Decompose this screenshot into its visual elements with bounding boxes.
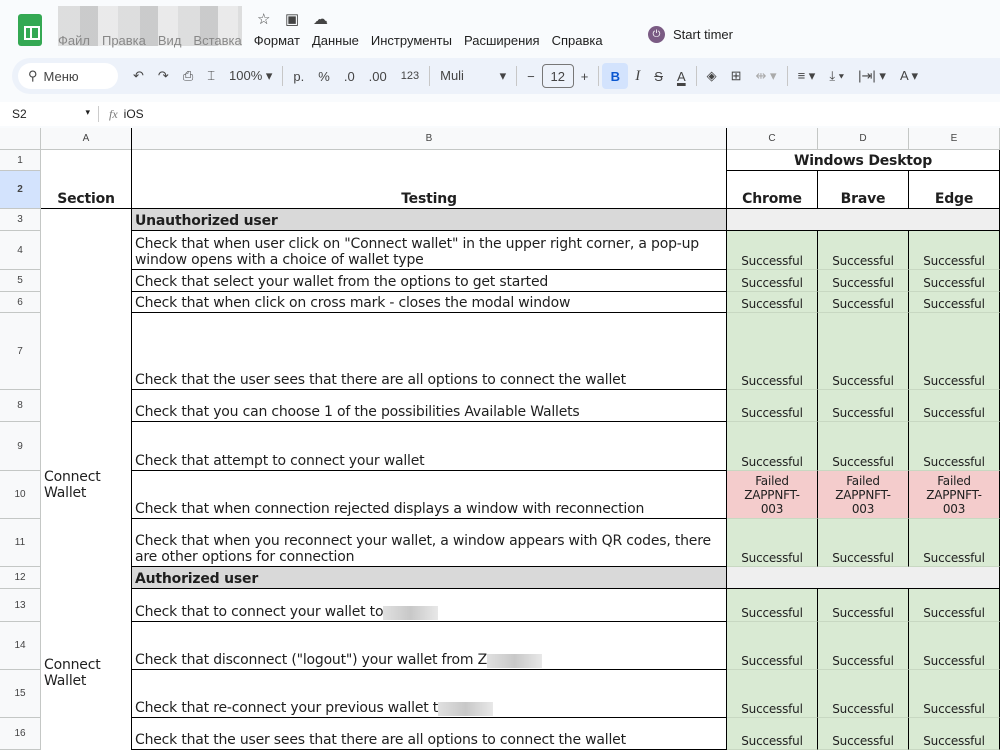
test-case-cell[interactable] [132, 390, 727, 422]
start-timer-button[interactable] [648, 26, 733, 43]
test-case-text: Check that select your wallet from the options to get started [135, 274, 549, 290]
row-header[interactable]: 16 [0, 718, 41, 750]
menu-search-label: Меню [43, 68, 79, 84]
result-cell[interactable]: Successful [818, 670, 909, 718]
row-header[interactable]: 8 [0, 390, 41, 422]
divider [282, 66, 283, 86]
test-case-text: Check that attempt to connect your wallet [135, 453, 425, 469]
sheets-logo[interactable] [18, 14, 42, 46]
menu-search[interactable] [18, 63, 118, 89]
result-cell[interactable]: Successful [727, 670, 818, 718]
row-header[interactable]: 7 [0, 313, 41, 390]
browser-header[interactable]: Brave [818, 171, 909, 209]
divider [516, 66, 517, 86]
row-header[interactable]: 2 [0, 171, 41, 209]
test-case-text: Check that the user sees that there are all options to connect the wallet [135, 372, 626, 388]
result-cell[interactable]: Successful [727, 231, 818, 270]
result-cell[interactable]: Successful [909, 270, 1000, 292]
formula-bar [0, 102, 1000, 126]
divider [429, 66, 430, 86]
menu-item[interactable]: Данные [311, 33, 359, 48]
result-cell[interactable]: Successful [727, 313, 818, 390]
testing-header[interactable]: Testing [132, 150, 727, 209]
result-cell[interactable]: Failed ZAPPNFT-003 [909, 471, 1000, 519]
test-case-text: Check that disconnect ("logout") your wallet from Z [135, 652, 487, 668]
test-case-cell[interactable] [132, 519, 727, 567]
merge-cells-icon[interactable]: ⇹ ▾ [755, 68, 777, 83]
currency-button[interactable]: р. [293, 68, 305, 84]
section-row[interactable]: Unauthorized user [132, 209, 727, 231]
menu-item[interactable]: Расширения [463, 33, 540, 48]
borders-icon[interactable]: ⊞ [730, 68, 742, 83]
test-case-text: Check that when you reconnect your wallet, a window appears with QR codes, there are other options for connection [135, 533, 711, 565]
font-select[interactable]: Muli ▾ [440, 68, 507, 83]
menu-item[interactable]: Правка [101, 33, 146, 48]
result-cell[interactable]: Successful [909, 313, 1000, 390]
result-cell[interactable]: Successful [818, 270, 909, 292]
menu-bar [58, 33, 603, 48]
test-case-cell[interactable] [132, 422, 727, 471]
fx-icon: fx [109, 106, 118, 121]
paint-format-icon[interactable]: ⌶ [207, 68, 216, 83]
increase-font-size-button[interactable]: + [580, 68, 589, 84]
divider [787, 66, 788, 86]
test-case-text: Check that to connect your wallet to [135, 604, 384, 620]
row-header[interactable]: 3 [0, 209, 41, 231]
row-header[interactable]: 6 [0, 292, 41, 313]
result-cell[interactable]: Successful [818, 231, 909, 270]
search-icon: ⚲ [28, 68, 38, 83]
browser-header[interactable]: Chrome [727, 171, 818, 209]
text-color-button[interactable]: A [676, 68, 686, 84]
text-wrap-icon[interactable]: |⇥| ▾ [858, 68, 886, 83]
test-case-cell[interactable] [132, 292, 727, 313]
redacted-text [383, 606, 438, 620]
test-case-cell[interactable] [132, 670, 727, 718]
redacted-text [487, 654, 542, 668]
column-header-C[interactable]: C [727, 128, 818, 150]
more-formats-button[interactable]: 123 [400, 70, 420, 82]
row-header[interactable]: 12 [0, 567, 41, 589]
group-header[interactable]: Windows Desktop [727, 150, 1000, 171]
row-header[interactable]: 1 [0, 150, 41, 171]
test-case-text: Check that you can choose 1 of the possibilities Available Wallets [135, 404, 580, 420]
test-case-cell[interactable] [132, 471, 727, 519]
result-cell[interactable]: Successful [909, 422, 1000, 471]
percent-button[interactable]: % [318, 68, 330, 84]
test-case-text: Check that the user sees that there are all options to connect the wallet [135, 732, 626, 748]
menu-item[interactable]: Инструменты [370, 33, 452, 48]
select-all-corner[interactable] [0, 128, 41, 150]
redo-icon[interactable]: ↷ [157, 68, 169, 83]
bold-button[interactable]: B [602, 63, 628, 89]
result-cell[interactable]: Successful [909, 718, 1000, 750]
column-header-E[interactable]: E [909, 128, 1000, 150]
horizontal-align-icon[interactable]: ≡ ▾ [797, 68, 816, 83]
decrease-decimal-button[interactable]: .0 [343, 68, 355, 84]
result-cell[interactable]: Successful [727, 718, 818, 750]
result-cell[interactable]: Successful [909, 519, 1000, 567]
result-cell[interactable]: Successful [818, 622, 909, 670]
row-header[interactable]: 13 [0, 589, 41, 622]
move-folder-icon[interactable]: ▣ [285, 11, 300, 28]
result-cell[interactable]: Successful [727, 292, 818, 313]
test-case-cell[interactable] [132, 718, 727, 750]
decrease-font-size-button[interactable]: − [527, 68, 535, 84]
b1-cell[interactable] [132, 128, 727, 150]
row-header[interactable]: 4 [0, 231, 41, 270]
vertical-align-icon[interactable]: ⤓ ▾ [829, 68, 845, 83]
row-header[interactable]: 5 [0, 270, 41, 292]
row-header[interactable]: 10 [0, 471, 41, 519]
increase-decimal-button[interactable]: .00 [368, 68, 387, 84]
row-header[interactable]: 15 [0, 670, 41, 718]
test-case-text: Check that re-connect your previous wallet t [135, 700, 439, 716]
result-cell[interactable]: Successful [727, 270, 818, 292]
result-cell[interactable]: Successful [727, 589, 818, 622]
result-cell[interactable]: Successful [909, 670, 1000, 718]
result-cell[interactable]: Successful [727, 422, 818, 471]
result-cell[interactable]: Successful [818, 589, 909, 622]
result-cell[interactable]: Successful [818, 519, 909, 567]
section-connect-wallet[interactable]: Connect Wallet [41, 209, 132, 567]
test-case-cell[interactable] [132, 270, 727, 292]
result-cell[interactable]: Successful [909, 292, 1000, 313]
print-icon[interactable]: ⎙ [182, 68, 194, 83]
result-cell[interactable]: Successful [727, 622, 818, 670]
row-header[interactable]: 9 [0, 422, 41, 471]
zoom-select[interactable]: 100% ▾ [229, 68, 273, 83]
section-header[interactable]: Section [41, 150, 132, 209]
star-icon[interactable]: ☆ [257, 11, 271, 28]
result-cell[interactable]: Successful [727, 390, 818, 422]
test-case-cell[interactable] [132, 622, 727, 670]
text-rotation-icon[interactable]: A ▾ [899, 68, 919, 83]
result-cell[interactable]: Successful [909, 231, 1000, 270]
section-connect-wallet[interactable]: Connect Wallet [41, 567, 132, 750]
result-cell[interactable]: Failed ZAPPNFT-003 [818, 471, 909, 519]
menu-item[interactable]: Файл [58, 33, 90, 48]
column-header-A[interactable]: A [41, 128, 132, 150]
undo-icon[interactable]: ↶ [133, 68, 144, 83]
row-header[interactable]: 11 [0, 519, 41, 567]
test-case-text: Check that when user click on "Connect wallet" in the upper right corner, a pop-up window opens with a choice of wallet type [135, 236, 699, 268]
test-case-cell[interactable] [132, 231, 727, 270]
divider [696, 66, 697, 86]
result-cell[interactable]: Successful [818, 390, 909, 422]
a1-cell[interactable] [41, 128, 132, 150]
timer-label: Start timer [673, 27, 733, 42]
test-case-cell[interactable] [132, 313, 727, 390]
browser-header[interactable]: Edge [909, 171, 1000, 209]
test-case-cell[interactable] [132, 589, 727, 622]
result-cell[interactable]: Successful [818, 718, 909, 750]
result-cell[interactable]: Successful [818, 292, 909, 313]
menu-item[interactable]: Вставка [193, 33, 242, 48]
cell-ref: S2 [12, 107, 27, 121]
fill-color-icon[interactable]: ◈ [706, 68, 717, 83]
section-row-results[interactable] [727, 567, 1000, 589]
column-header-D[interactable]: D [818, 128, 909, 150]
result-cell[interactable]: Successful [818, 422, 909, 471]
divider [98, 106, 99, 122]
italic-button[interactable]: I [635, 67, 641, 84]
font-value: Muli [440, 68, 464, 83]
power-icon: ⏻ [648, 26, 665, 43]
result-cell[interactable]: Successful [727, 519, 818, 567]
divider [598, 66, 599, 86]
spreadsheet-grid[interactable] [0, 128, 1000, 750]
test-case-text: Check that when click on cross mark - closes the modal window [135, 295, 571, 311]
menu-item[interactable]: Справка [551, 33, 603, 48]
result-cell[interactable]: Successful [909, 390, 1000, 422]
row-header[interactable]: 14 [0, 622, 41, 670]
toolbar [12, 58, 1000, 94]
result-cell[interactable]: Failed ZAPPNFT-003 [727, 471, 818, 519]
column-header-B[interactable]: B [132, 128, 727, 150]
menu-item[interactable]: Формат [253, 33, 300, 48]
cloud-status-icon[interactable]: ☁ [313, 11, 328, 28]
strikethrough-button[interactable]: S [654, 68, 663, 84]
result-cell[interactable]: Successful [909, 622, 1000, 670]
menu-item[interactable]: Вид [157, 33, 182, 48]
section-row-results[interactable] [727, 209, 1000, 231]
zoom-value: 100% [229, 68, 263, 83]
result-cell[interactable]: Successful [818, 313, 909, 390]
font-size-input[interactable]: 12 [542, 64, 574, 88]
result-cell[interactable]: Successful [909, 589, 1000, 622]
name-box[interactable]: S2 ▾ [12, 107, 90, 121]
test-case-text: Check that when connection rejected displays a window with reconnection [135, 501, 645, 517]
redacted-text [438, 702, 493, 716]
formula-input[interactable]: iOS [123, 107, 144, 121]
section-row[interactable]: Authorized user [132, 567, 727, 589]
